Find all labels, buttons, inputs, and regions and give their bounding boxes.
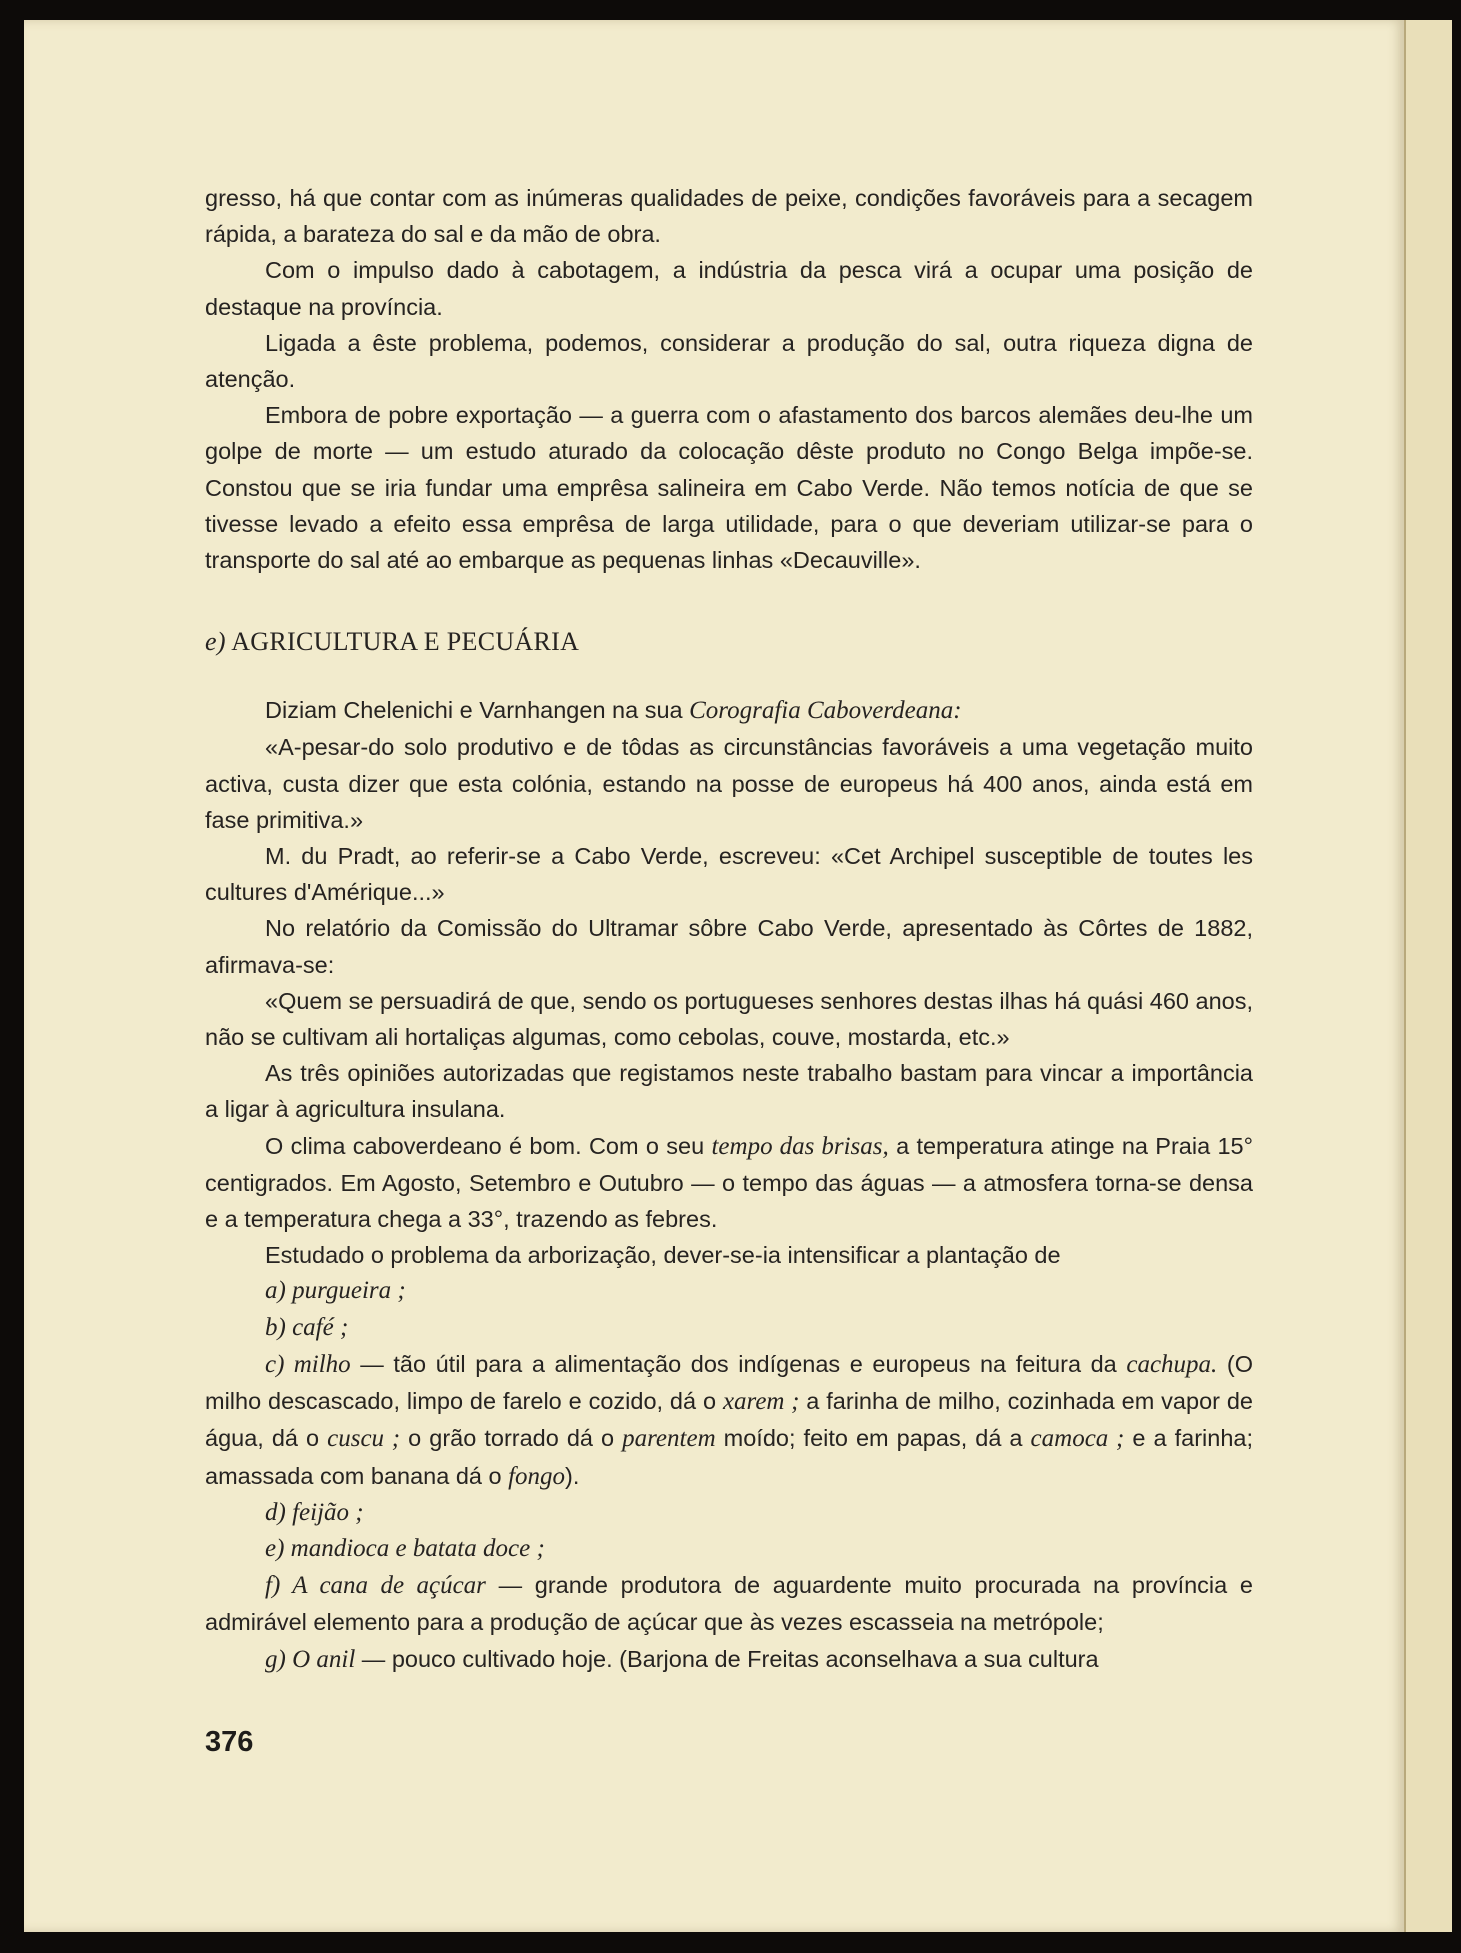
list-item-b: b) café ; [265,1313,349,1341]
list-item-g [205,1641,1253,1678]
section-heading-mark: e) [205,627,226,657]
list-item-c-text-5: moído; feito em papas, dá a [715,1425,1031,1452]
paragraph-7: M. du Pradt, ao referir-se a Cabo Verde, escreveu: «Cet Archipel susceptible de toutes les cultures d'Amérique...» [205,843,1253,906]
section-heading-text: AGRICULTURA E PECUÁRIA [231,627,580,657]
page-number: 376 [205,1726,254,1758]
list-item-c-term-cuscu: cuscu ; [327,1425,401,1453]
paragraph-10: As três opiniões autorizadas que registamos neste trabalho bastam para vincar a importância a ligar à agricultura insulana. [205,1060,1253,1123]
list-item-c-term-fongo: fongo [508,1462,566,1490]
paragraph-3: Ligada a êste problema, podemos, considerar a produção do sal, outra riqueza digna de atenção. [205,329,1253,393]
page-body [205,180,1253,1678]
list-item-c-label: c) milho [265,1350,351,1378]
list-item-f [205,1567,1253,1640]
paragraph-8: No relatório da Comissão do Ultramar sôbre Cabo Verde, apresentado às Côrtes de 1882, afirmava-se: [205,915,1253,978]
list-item-c-term-camoca: camoca ; [1030,1425,1125,1453]
paragraph-4: Embora de pobre exportação — a guerra com o afastamento dos barcos alemães deu-lhe um golpe de morte — um estudo aturado da colocação dêste produto no Congo Belga impõe-se. Constou que se iria fundar uma emprêsa salineira em Cabo Verde. Não temos notícia de que se tivesse levado a efeito essa emprêsa de larga utilidade, para o que deveriam utilizar-se para o transporte do sal até ao embarque as pequenas linhas «Decauville». [205,402,1253,574]
paragraph-11-italic: tempo das brisas, [711,1132,889,1160]
paragraph-12: Estudado o problema da arborização, dever-se-ia intensificar a plantação de [265,1242,1061,1269]
paragraph-2: Com o impulso dado à cabotagem, a indústria da pesca virá a ocupar uma posição de destaque na província. [205,257,1253,320]
list-item-a: a) purgueira ; [265,1277,406,1305]
list-item-c-text-1: — tão útil para a alimentação dos indígenas e europeus na feitura da [350,1350,1127,1377]
paragraph-11-a: O clima caboverdeano é bom. Com o seu [265,1132,712,1159]
list-item-c-text-2: (O milho descascado, limpo de farelo e cozido, dá o [205,1350,1253,1415]
list-item-g-label: g) O anil [265,1645,356,1673]
paragraph-11 [205,1128,1253,1238]
list-item-c [205,1346,1253,1495]
list-item-g-text: — pouco cultivado hoje. (Barjona de Freitas aconselhava a sua cultura [355,1645,1099,1672]
list-item-c-text-3: a farinha de milho, cozinhada em vapor de água, dá o [205,1388,1253,1452]
paragraph-5-text: Diziam Chelenichi e Varnhangen na sua [265,697,690,724]
list-item-c-term-cachupa: cachupa. [1126,1350,1218,1378]
list-item-c-term-xarem: xarem ; [722,1388,800,1416]
paragraph-9: «Quem se persuadirá de que, sendo os portugueses senhores destas ilhas há quási 460 anos, não se cultivam ali hortaliças algumas, como cebolas, couve, mostarda, etc.» [205,987,1253,1051]
list-item-d: d) feijão ; [265,1498,364,1526]
list-item-f-text: — grande produtora de aguardente muito procurada na província e admirável elemento para a produção de açúcar que às vezes escasseia na metrópole; [205,1572,1253,1636]
book-title: Corografia Caboverdeana: [689,697,962,725]
paragraph-11-b: a temperatura atinge na Praia 15° centigrados. Em Agosto, Setembro e Outubro — o tempo das águas — a atmosfera torna-se densa e a temperatura chega a 33°, trazendo as febres. [205,1132,1253,1233]
paragraph-5 [205,692,1253,729]
section-heading [205,624,1253,660]
list-item-f-label: f) A cana de açúcar [265,1572,486,1600]
list-item-c-text-6: e a farinha; amassada com banana dá o [205,1425,1254,1489]
list-item-c-text-4: o grão torrado dá o [400,1425,623,1452]
list-item-c-term-parentem: parentem [622,1425,716,1453]
list-item-e: e) mandioca e batata doce ; [265,1534,545,1562]
paragraph-6: «A-pesar-do solo produtivo e de tôdas as circunstâncias favoráveis a uma vegetação muito activa, custa dizer que esta colónia, estando na posse de europeus há 400 anos, ainda está em fase primitiva.» [205,734,1253,833]
list-item-c-text-7: ). [565,1462,580,1489]
page-edge [1404,20,1452,1932]
paragraph-1: gresso, há que contar com as inúmeras qualidades de peixe, condições favoráveis para a secagem rápida, a barateza do sal e da mão de obra. [205,185,1253,248]
